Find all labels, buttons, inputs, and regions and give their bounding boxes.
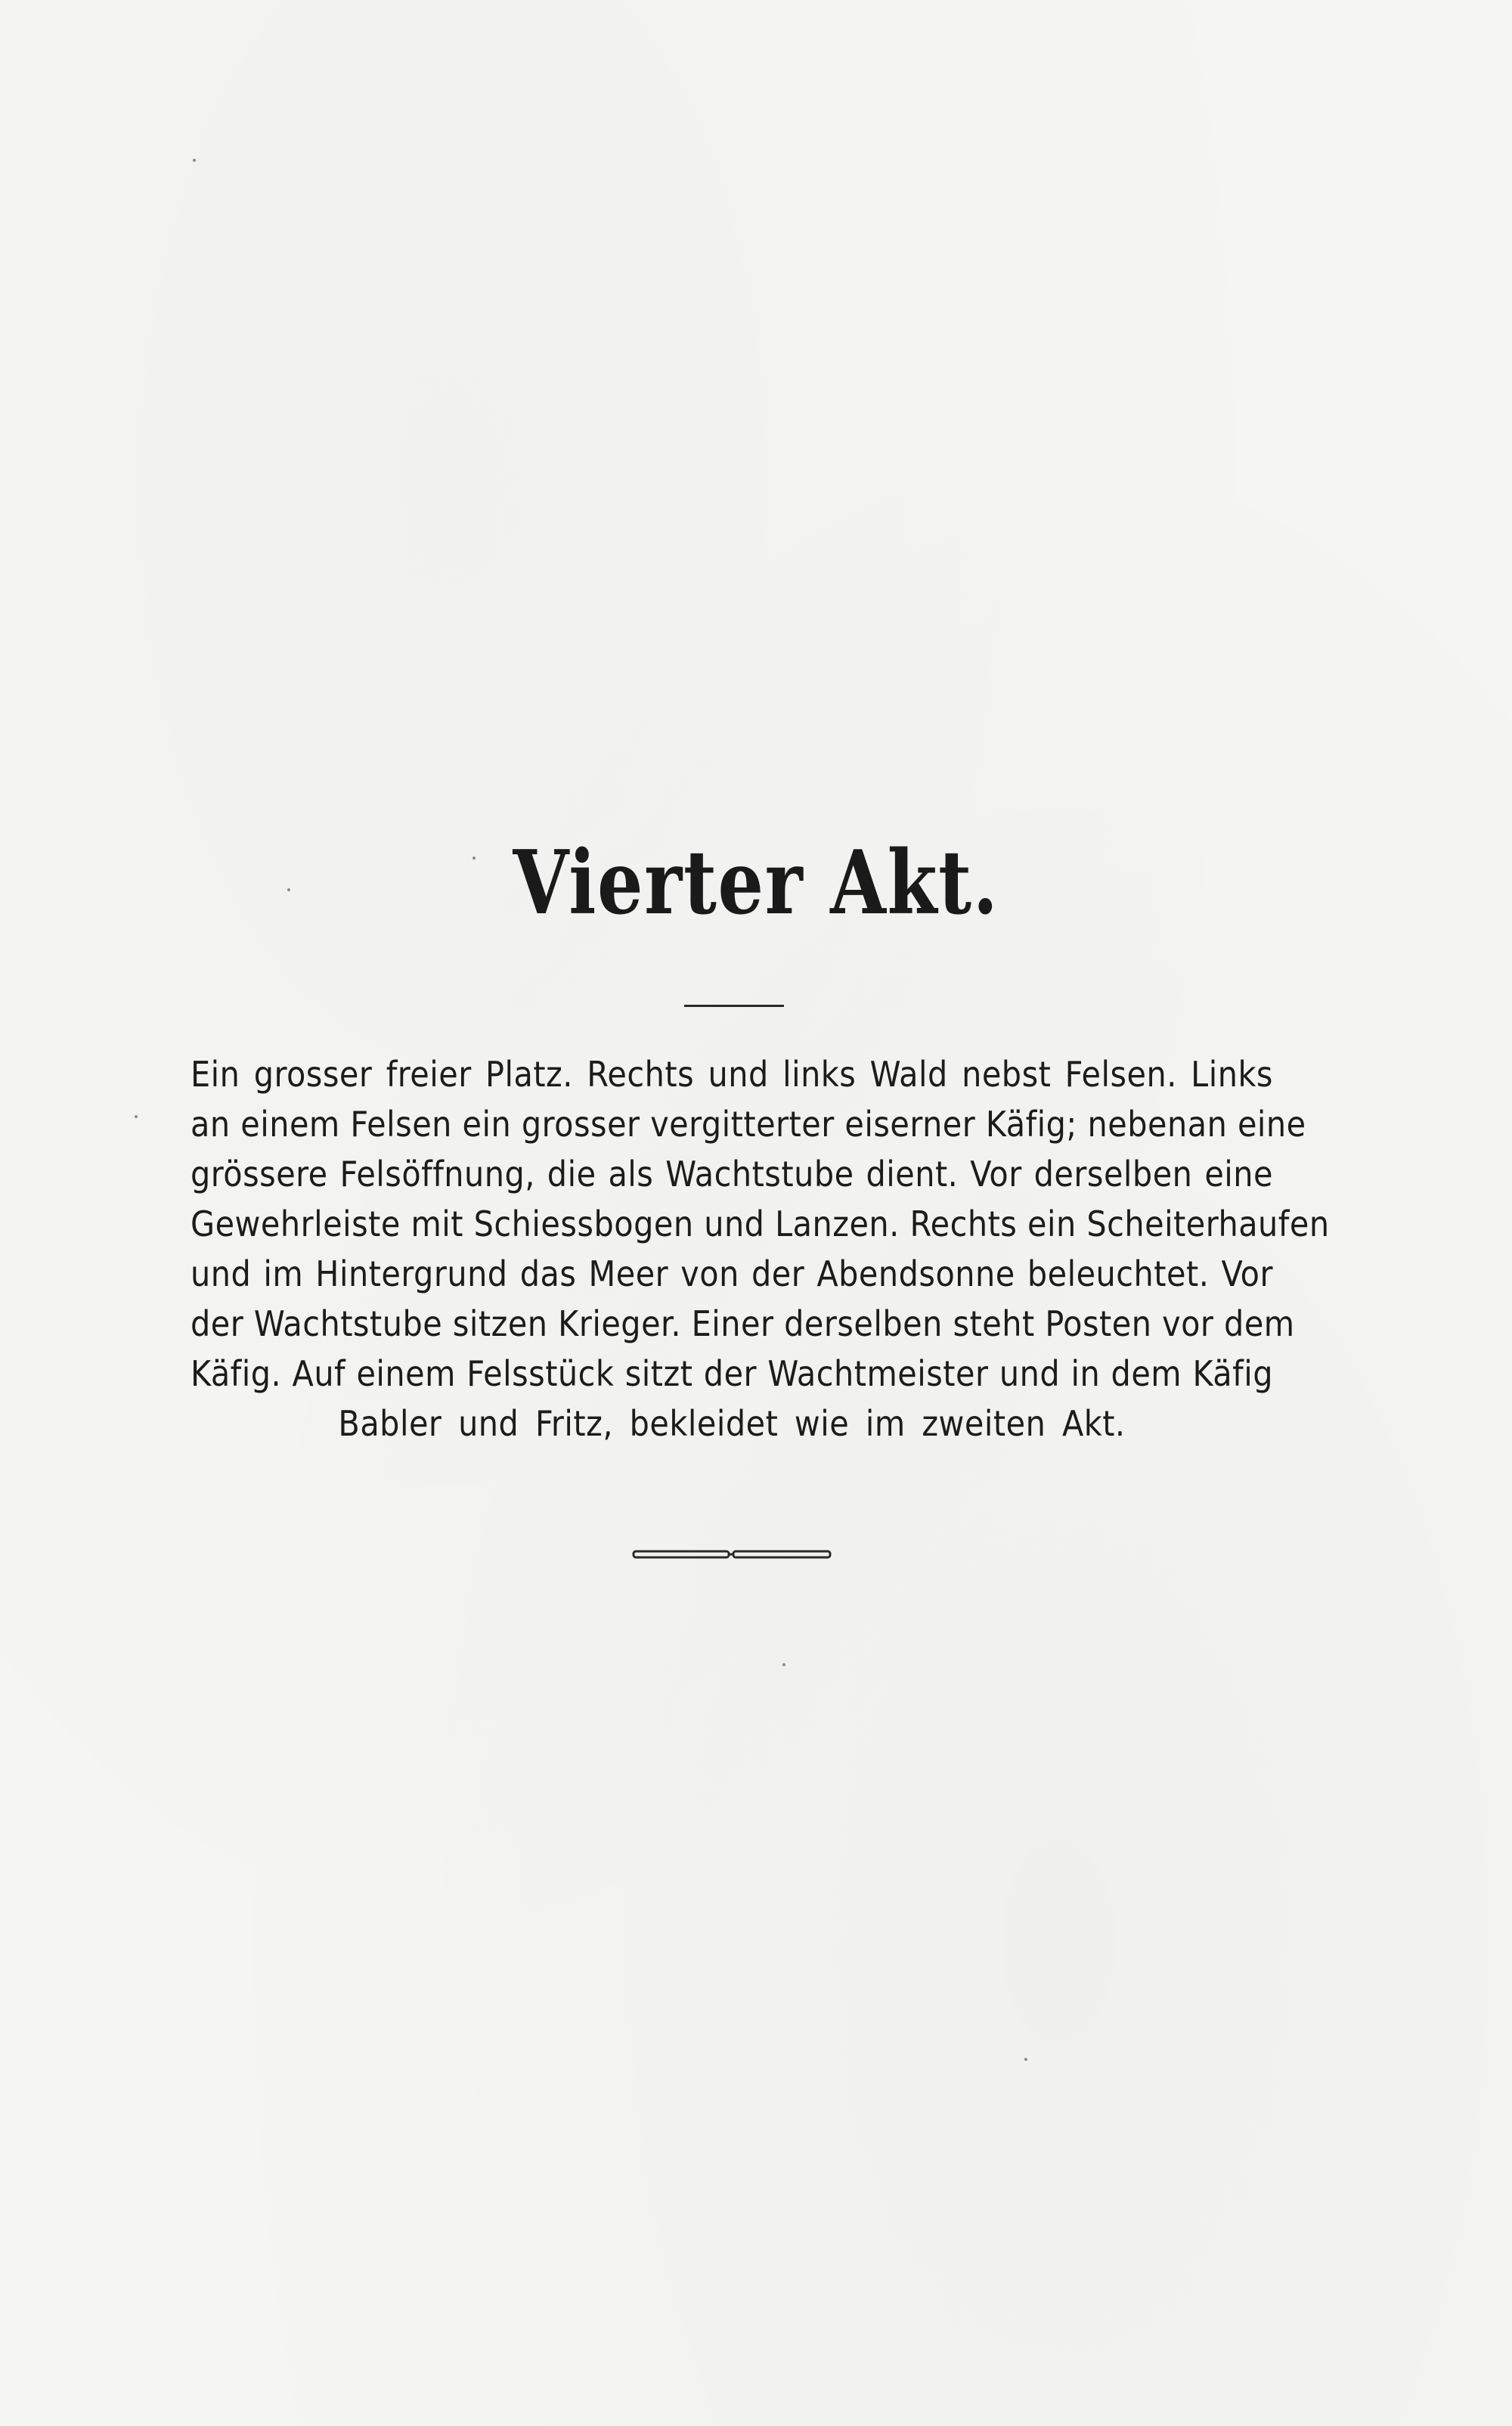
- stage-direction-paragraph: [191, 1049, 1330, 1448]
- text-line-5: und im Hintergrund das Meer von der Abendsonne beleuchtet. Vor: [191, 1253, 1273, 1294]
- end-ornament-rule: [632, 1548, 832, 1560]
- heading-divider: [684, 1005, 784, 1007]
- paper-speck: [135, 1115, 138, 1118]
- paper-speck: [472, 857, 476, 860]
- text-line-1: Ein grosser freier Platz. Rechts und links Wald nebst Felsen. Links: [191, 1054, 1273, 1095]
- double-bar-ornament-icon: [632, 1548, 832, 1560]
- text-line-4: Gewehrleiste mit Schiessbogen und Lanzen. Rechts ein Scheiterhaufen: [191, 1204, 1330, 1244]
- paper-speck: [287, 888, 290, 891]
- text-line-7: Käfig. Auf einem Felsstück sitzt der Wachtmeister und in dem Käfig: [191, 1353, 1273, 1394]
- paper-speck: [1024, 2058, 1027, 2061]
- text-line-3: grössere Felsöffnung, die als Wachtstube dient. Vor derselben eine: [191, 1154, 1273, 1194]
- text-line-6: der Wachtstube sitzen Krieger. Einer derselben steht Posten vor dem: [191, 1303, 1295, 1344]
- text-line-8: Babler und Fritz, bekleidet wie im zweiten Akt.: [338, 1403, 1126, 1444]
- paper-speck: [193, 159, 196, 162]
- text-line-2: an einem Felsen ein grosser vergitterter eiserner Käfig; nebenan eine: [191, 1104, 1306, 1145]
- act-heading: Vierter Akt.: [513, 832, 999, 934]
- paper-speck: [782, 1663, 785, 1666]
